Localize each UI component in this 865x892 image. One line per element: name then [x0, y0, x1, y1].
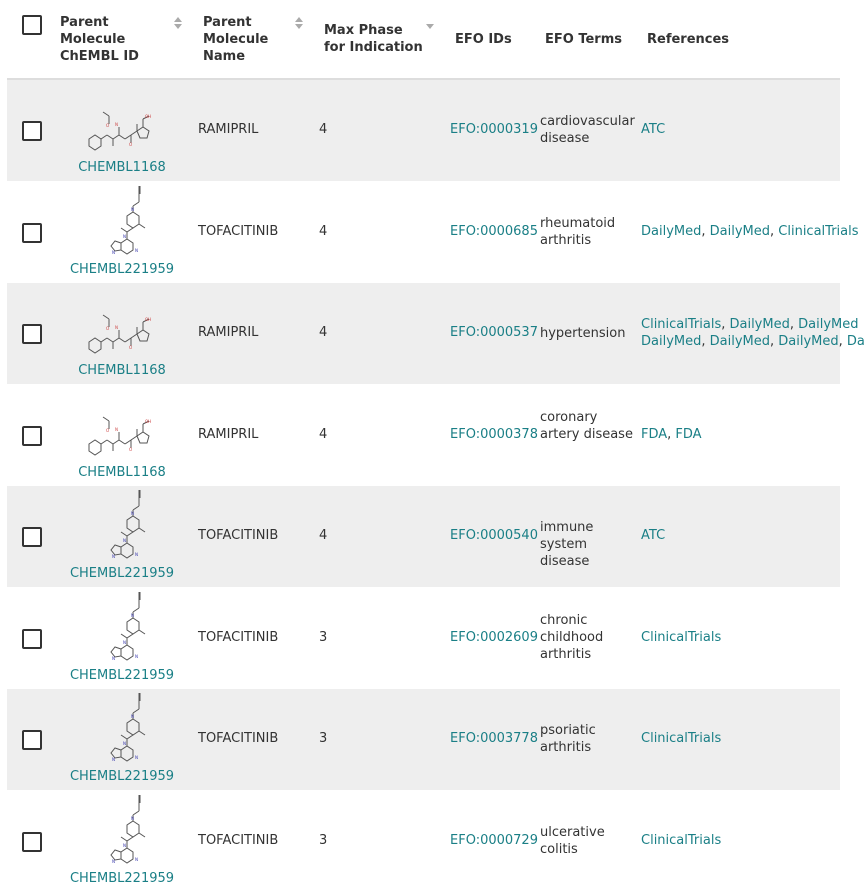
efo-id-link[interactable]: EFO:0000319 — [450, 122, 538, 137]
svg-text:N: N — [123, 233, 126, 239]
chembl-id-link[interactable]: CHEMBL221959 — [69, 769, 175, 784]
molecule-name: TOFACITINIB — [198, 223, 279, 239]
table-row — [7, 385, 840, 486]
chembl-id-link[interactable]: CHEMBL1168 — [78, 464, 166, 480]
svg-text:N: N — [135, 755, 138, 760]
row-checkbox[interactable] — [22, 426, 42, 446]
molecule-name: TOFACITINIB — [198, 528, 279, 543]
svg-text:O: O — [129, 345, 133, 350]
table-row — [7, 689, 840, 790]
header-molecule-name[interactable] — [203, 0, 293, 78]
reference-link[interactable]: DailyMed — [709, 334, 771, 349]
chembl-id-link[interactable]: CHEMBL221959 — [69, 261, 175, 277]
header-efo-ids-label: EFO IDs — [455, 31, 512, 47]
molecule-image[interactable] — [79, 299, 159, 369]
svg-text:OH: OH — [145, 317, 152, 322]
svg-text:OH: OH — [145, 114, 152, 119]
max-phase: 3 — [319, 629, 328, 645]
max-phase: 3 — [319, 731, 328, 746]
row-checkbox[interactable] — [22, 730, 42, 750]
table-row — [7, 182, 859, 283]
max-phase: 4 — [319, 122, 328, 137]
efo-term: psoriatic arthritis — [540, 723, 596, 755]
svg-text:N: N — [115, 426, 118, 432]
molecule-name: RAMIPRIL — [198, 122, 259, 137]
row-checkbox[interactable] — [22, 527, 42, 547]
molecule-image[interactable] — [79, 691, 159, 761]
molecule-name: RAMIPRIL — [198, 426, 259, 442]
svg-text:N: N — [135, 653, 138, 659]
ramipril-structure-icon — [79, 299, 159, 369]
reference-link[interactable]: ClinicalTrials — [641, 317, 722, 332]
chembl-id-link[interactable]: CHEMBL1168 — [78, 363, 166, 378]
reference-link[interactable]: ClinicalTrials — [641, 731, 722, 746]
svg-text:OH: OH — [145, 418, 152, 424]
references — [641, 832, 721, 849]
references — [641, 527, 665, 544]
efo-term: coronary artery disease — [540, 410, 633, 442]
efo-term: rheumatoid arthritis — [540, 215, 616, 248]
reference-link[interactable]: DailyMed — [778, 334, 839, 349]
references — [641, 121, 665, 138]
row-checkbox[interactable] — [22, 629, 42, 649]
efo-id-link[interactable]: EFO:0000378 — [450, 426, 538, 442]
header-chembl-id[interactable] — [60, 0, 172, 78]
tofacitinib-structure-icon — [79, 488, 159, 572]
svg-text:N: N — [123, 842, 126, 848]
header-efo-terms-label: EFO Terms — [545, 31, 622, 47]
reference-link[interactable]: DailyMed — [709, 223, 771, 239]
tofacitinib-structure-icon — [79, 793, 159, 877]
svg-text:N: N — [135, 856, 138, 862]
max-phase: 4 — [319, 325, 328, 340]
svg-text:N: N — [135, 552, 138, 557]
svg-text:N: N — [135, 247, 138, 253]
molecule-image[interactable] — [79, 96, 159, 166]
efo-id-link[interactable]: EFO:0000685 — [450, 223, 538, 239]
efo-id-link[interactable]: EFO:0002609 — [450, 629, 538, 645]
svg-text:O: O — [106, 123, 110, 128]
header-chembl-id-label: Parent Molecule ChEMBL ID — [60, 14, 139, 64]
max-phase: 4 — [319, 528, 328, 543]
max-phase: 3 — [319, 832, 328, 848]
ramipril-structure-icon — [79, 96, 159, 166]
molecule-name: TOFACITINIB — [198, 731, 279, 746]
svg-text:N: N — [112, 858, 115, 864]
chembl-id-link[interactable]: CHEMBL1168 — [78, 160, 166, 175]
molecule-name: TOFACITINIB — [198, 629, 279, 645]
reference-link[interactable]: FDA — [675, 426, 702, 442]
tofacitinib-structure-icon — [79, 691, 159, 775]
molecule-image[interactable] — [79, 488, 159, 558]
svg-text:O: O — [129, 142, 133, 147]
table-row — [7, 791, 840, 892]
svg-text:N: N — [131, 206, 134, 212]
svg-text:N: N — [115, 325, 118, 330]
efo-term: ulcerative colitis — [540, 824, 605, 857]
reference-link[interactable]: DailyMed — [641, 334, 702, 349]
svg-text:N: N — [112, 757, 115, 762]
table-header — [7, 0, 840, 80]
references — [641, 629, 721, 646]
svg-text:N: N — [123, 639, 126, 645]
molecule-image[interactable] — [79, 590, 159, 660]
header-max-phase-label: Max Phase for Indication — [324, 23, 423, 55]
header-references[interactable] — [647, 0, 767, 78]
reference-link[interactable]: ATC — [641, 528, 666, 543]
references: DailyMed, DailyMed, ClinicalTrials — [641, 223, 859, 239]
efo-term: hypertension — [540, 325, 626, 341]
chembl-id-link[interactable]: CHEMBL221959 — [69, 870, 175, 886]
references: FDA, FDA — [641, 426, 702, 442]
sort-max-phase-icon[interactable] — [426, 24, 434, 29]
reference-link[interactable]: ClinicalTrials — [778, 223, 859, 239]
molecule-image[interactable] — [79, 401, 159, 471]
svg-text:N: N — [112, 655, 115, 661]
table-row — [7, 588, 840, 689]
reference-link[interactable]: ClinicalTrials — [641, 832, 722, 848]
efo-id-link[interactable]: EFO:0000729 — [450, 832, 538, 848]
svg-text:N: N — [123, 741, 126, 746]
table-row — [7, 80, 840, 181]
max-phase: 4 — [319, 426, 328, 442]
svg-text:O: O — [106, 326, 110, 331]
reference-link[interactable]: ATC — [641, 122, 666, 137]
svg-text:N: N — [123, 538, 126, 543]
header-molecule-name-label: Parent Molecule Name — [203, 14, 269, 64]
reference-link[interactable]: DailyMed — [729, 317, 790, 332]
svg-text:N: N — [131, 815, 134, 821]
reference-link[interactable]: DailyMed — [641, 223, 702, 239]
molecule-image[interactable] — [79, 793, 159, 863]
sort-molecule-name-icon[interactable] — [295, 17, 303, 29]
references: ClinicalTrials, DailyMed, DailyMed DailyMed, DailyMed, DailyMed, Da — [641, 317, 865, 349]
row-checkbox[interactable] — [22, 121, 42, 141]
reference-link[interactable]: Da — [846, 334, 865, 349]
row-checkbox[interactable] — [22, 223, 42, 243]
table-row — [7, 283, 865, 384]
max-phase: 4 — [319, 223, 328, 239]
efo-term: cardiovascular disease — [540, 114, 635, 146]
efo-id-link[interactable]: EFO:0003778 — [450, 731, 538, 746]
efo-term: immune system disease — [540, 520, 594, 569]
molecule-image[interactable] — [79, 184, 159, 254]
efo-id-link[interactable]: EFO:0000540 — [450, 528, 538, 543]
svg-text:N: N — [131, 511, 134, 516]
svg-text:O: O — [129, 446, 133, 452]
tofacitinib-structure-icon — [79, 590, 159, 674]
molecule-name: RAMIPRIL — [198, 325, 259, 340]
table-row — [7, 486, 840, 587]
chembl-id-link[interactable]: CHEMBL221959 — [69, 566, 175, 581]
header-references-label: References — [647, 31, 730, 47]
svg-text:N: N — [115, 122, 118, 127]
sort-chembl-id-icon[interactable] — [174, 17, 182, 29]
svg-text:N: N — [112, 249, 115, 255]
row-checkbox[interactable] — [22, 324, 42, 344]
chembl-id-link[interactable]: CHEMBL221959 — [69, 667, 175, 683]
efo-id-link[interactable]: EFO:0000537 — [450, 325, 538, 340]
header-efo-terms[interactable] — [545, 0, 635, 78]
svg-text:O: O — [106, 427, 110, 433]
molecule-name: TOFACITINIB — [198, 832, 279, 848]
header-efo-ids[interactable] — [455, 0, 535, 78]
svg-text:N: N — [131, 714, 134, 719]
ramipril-structure-icon — [79, 401, 159, 471]
svg-text:N: N — [131, 612, 134, 618]
reference-link[interactable]: ClinicalTrials — [641, 629, 722, 645]
tofacitinib-structure-icon — [79, 184, 159, 268]
row-checkbox[interactable] — [22, 832, 42, 852]
header-max-phase[interactable] — [324, 0, 428, 78]
reference-link[interactable]: DailyMed — [798, 317, 859, 332]
select-all-checkbox[interactable] — [22, 15, 42, 35]
references — [641, 730, 721, 747]
svg-text:N: N — [112, 554, 115, 559]
efo-term: chronic childhood arthritis — [540, 613, 604, 662]
reference-link[interactable]: FDA — [641, 426, 668, 442]
